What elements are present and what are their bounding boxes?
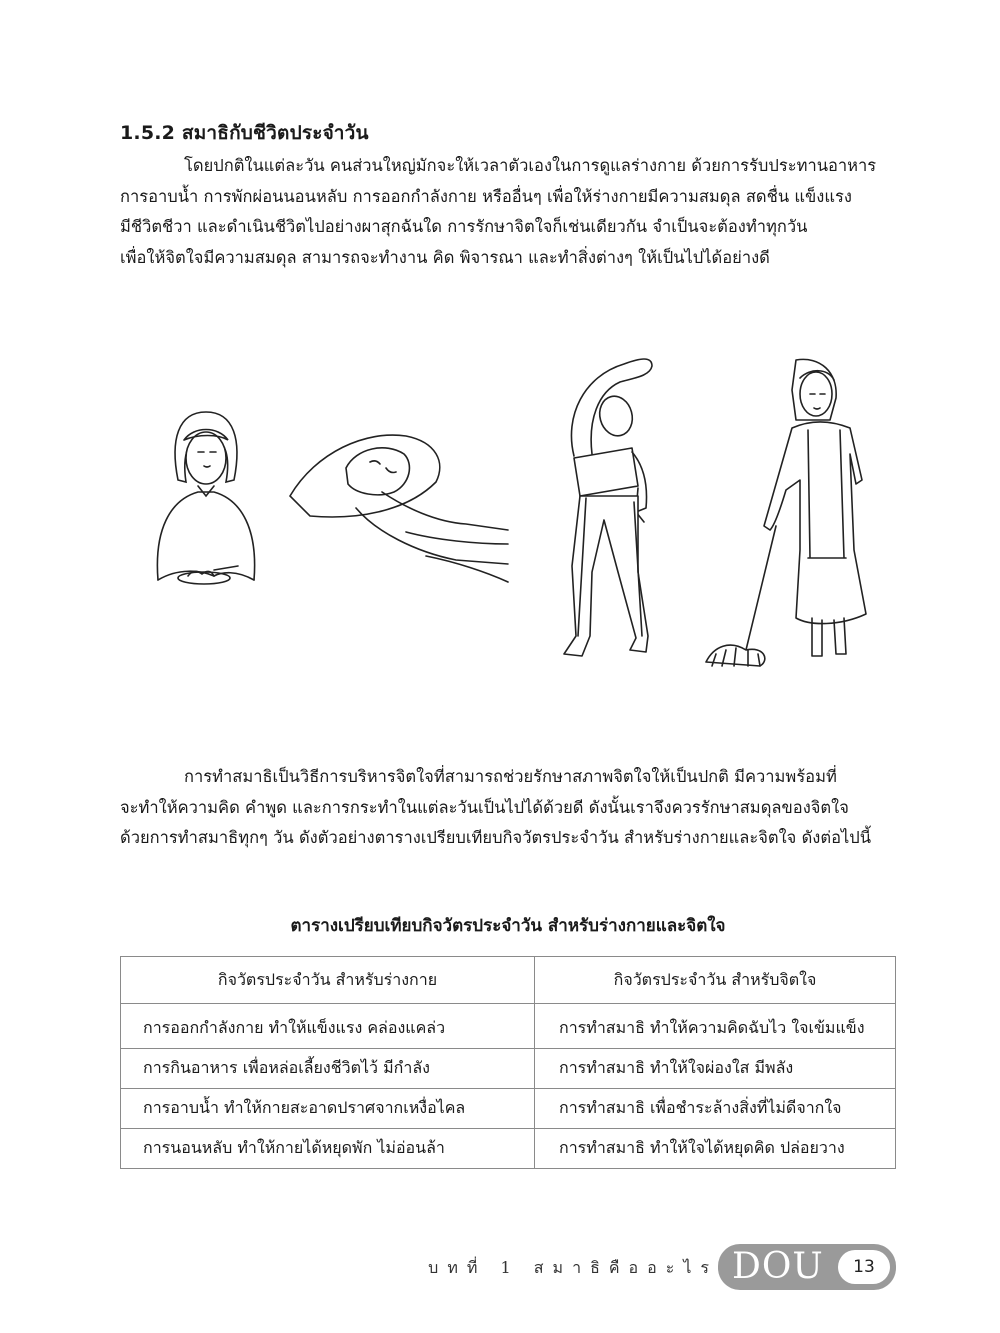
table-row <box>121 1004 896 1049</box>
page-badge <box>718 1244 896 1290</box>
footer-chapter-title: บทที่ 1 สมาธิคืออะไร <box>428 1258 718 1277</box>
table-cell: การอาบน้ำ ทำให้กายสะอาดปราศจากเหงื่อไคล <box>121 1089 535 1129</box>
table-header-row <box>121 957 896 1004</box>
paragraph-line: จะทำให้ความคิด คำพูด และการกระทำในแต่ละวันเป็นไปได้ด้วยดี ดังนั้นเราจึงควรรักษาสมดุลของจิตใจ <box>120 797 849 817</box>
paragraph-line: เพื่อให้จิตใจมีความสมดุล สามารถจะทำงาน คิด พิจารณา และทำสิ่งต่างๆ ให้เป็นไปได้อย่างดี <box>120 247 770 267</box>
table-row <box>121 1049 896 1089</box>
table-cell: การทำสมาธิ ทำให้ความคิดฉับไว ใจเข้มแข็ง <box>535 1004 896 1049</box>
table-cell: การกินอาหาร เพื่อหล่อเลี้ยงชีวิตไว้ มีกำลัง <box>121 1049 535 1089</box>
paragraph-line: ด้วยการทำสมาธิทุกๆ วัน ดังตัวอย่างตารางเปรียบเทียบกิจวัตรประจำวัน สำหรับร่างกายและจิตใจ ดังต่อไปนี้ <box>120 828 872 847</box>
meditation-paragraph <box>120 762 896 854</box>
table-cell: การนอนหลับ ทำให้กายได้หยุดพัก ไม่อ่อนล้า <box>121 1129 535 1169</box>
paragraph-line: โดยปกติในแต่ละวัน คนส่วนใหญ่มักจะให้เวลาตัวเองในการดูแลร่างกาย ด้วยการรับประทานอาหาร <box>184 156 877 175</box>
paragraph-line: การทำสมาธิเป็นวิธีการบริหารจิตใจที่สามารถช่วยรักษาสภาพจิตใจให้เป็นปกติ มีความพร้อมที่ <box>184 767 837 786</box>
paragraph-line: การอาบน้ำ การพักผ่อนนอนหลับ การออกกำลังกาย หรืออื่นๆ เพื่อให้ร่างกายมีความสมดุล สดชื่น แข็งแรง <box>120 186 852 206</box>
sweeping-illustration <box>700 350 884 672</box>
exercising-illustration <box>534 336 684 670</box>
section-title: 1.5.2 สมาธิกับชีวิตประจำวัน <box>120 122 369 144</box>
table-cell: การทำสมาธิ เพื่อชำระล้างสิ่งที่ไม่ดีจากใจ <box>535 1089 896 1129</box>
dou-logo: DOU <box>732 1246 824 1287</box>
column-header-body: กิจวัตรประจำวัน สำหรับร่างกาย <box>121 957 535 1004</box>
comparison-table <box>120 956 896 1169</box>
paragraph-line: มีชีวิตชีวา และดำเนินชีวิตไปอย่างผาสุกฉันใด การรักษาจิตใจก็เช่นเดียวกัน จำเป็นจะต้องทำทุกวัน <box>120 217 808 236</box>
table-caption: ตารางเปรียบเทียบกิจวัตรประจำวัน สำหรับร่างกายและจิตใจ <box>290 916 726 936</box>
eating-illustration <box>118 400 290 598</box>
table-cell: การออกกำลังกาย ทำให้แข็งแรง คล่องแคล่ว <box>121 1004 535 1049</box>
sleeping-illustration <box>286 412 510 590</box>
table-cell: การทำสมาธิ ทำให้ใจผ่องใส มีพลัง <box>535 1049 896 1089</box>
table-row <box>121 1089 896 1129</box>
intro-paragraph <box>120 151 896 273</box>
column-header-mind: กิจวัตรประจำวัน สำหรับจิตใจ <box>535 957 896 1004</box>
table-cell: การทำสมาธิ ทำให้ใจได้หยุดคิด ปล่อยวาง <box>535 1129 896 1169</box>
page-number: 13 <box>838 1250 890 1284</box>
table-row <box>121 1129 896 1169</box>
